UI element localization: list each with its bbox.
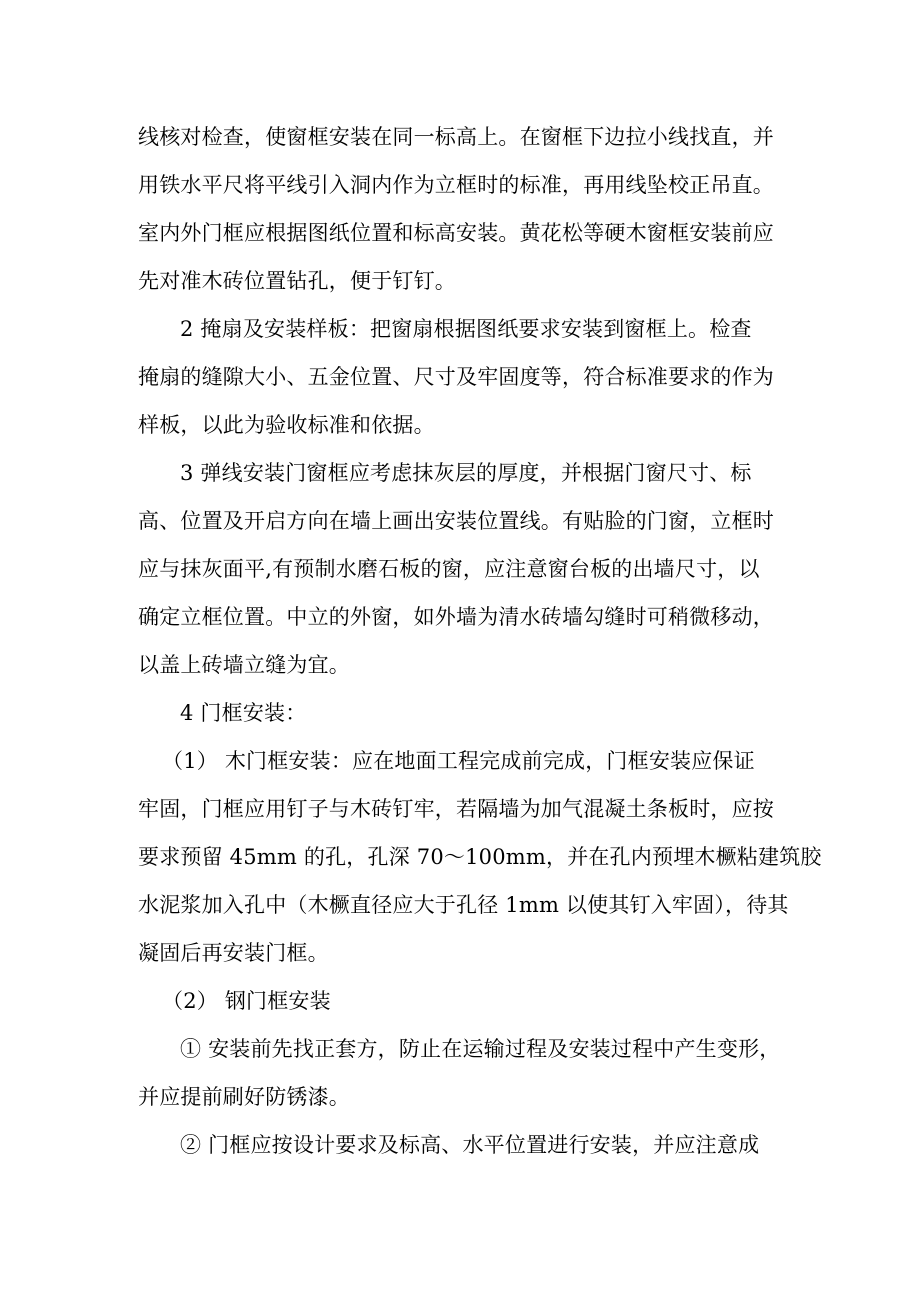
item-2-line-2: 掩扇的缝隙大小、五金位置、尺寸及牢固度等，符合标准要求的作为 bbox=[138, 365, 774, 389]
item-2-heading-line: 2 掩扇及安装样板：把窗扇根据图纸要求安装到窗框上。检查 bbox=[180, 317, 752, 341]
circled-item-2-line-1: ② 门框应按设计要求及标高、水平位置进行安装，并应注意成 bbox=[180, 1133, 760, 1157]
item-4-heading: 4 门框安装： bbox=[180, 701, 307, 725]
subitem-1-line-2: 牢固，门框应用钉子与木砖钉牢，若隔墙为加气混凝土条板时，应按 bbox=[138, 797, 774, 821]
item-3-heading-line: 3 弹线安装门窗框应考虑抹灰层的厚度，并根据门窗尺寸、标 bbox=[180, 461, 752, 485]
item-3-line-3: 应与抹灰面平,有预制水磨石板的窗，应注意窗台板的出墙尺寸，以 bbox=[138, 557, 760, 581]
subitem-1-line-4: 水泥浆加入孔中（木橛直径应大于孔径 1mm 以使其钉入牢固），待其 bbox=[138, 893, 789, 917]
paragraph-line-1: 线核对检查，使窗框安装在同一标高上。在窗框下边拉小线找直，并 bbox=[138, 125, 774, 149]
item-3-line-4: 确定立框位置。中立的外窗，如外墙为清水砖墙勾缝时可稍微移动， bbox=[138, 605, 774, 629]
item-3-line-5: 以盖上砖墙立缝为宜。 bbox=[138, 653, 350, 677]
paragraph-line-2: 用铁水平尺将平线引入洞内作为立框时的标准，再用线坠校正吊直。 bbox=[138, 173, 774, 197]
subitem-1-heading-line: （1） 木门框安装：应在地面工程完成前完成，门框安装应保证 bbox=[162, 749, 755, 773]
paragraph-line-4: 先对准木砖位置钻孔，便于钉钉。 bbox=[138, 269, 456, 293]
subitem-1-line-3: 要求预留 45mm 的孔，孔深 70～100mm，并在孔内预埋木橛粘建筑胶 bbox=[138, 845, 822, 869]
item-2-line-3: 样板，以此为验收标准和依据。 bbox=[138, 413, 435, 437]
subitem-1-line-5: 凝固后再安装门框。 bbox=[138, 941, 329, 965]
circled-item-1-line-1: ① 安装前先找正套方，防止在运输过程及安装过程中产生变形， bbox=[180, 1037, 781, 1061]
paragraph-line-3: 室内外门框应根据图纸位置和标高安装。黄花松等硬木窗框安装前应 bbox=[138, 221, 774, 245]
circled-item-1-line-2: 并应提前刷好防锈漆。 bbox=[138, 1085, 350, 1109]
subitem-2-heading: （2） 钢门框安装 bbox=[162, 989, 331, 1013]
item-3-line-2: 高、位置及开启方向在墙上画出安装位置线。有贴脸的门窗，立框时 bbox=[138, 509, 774, 533]
